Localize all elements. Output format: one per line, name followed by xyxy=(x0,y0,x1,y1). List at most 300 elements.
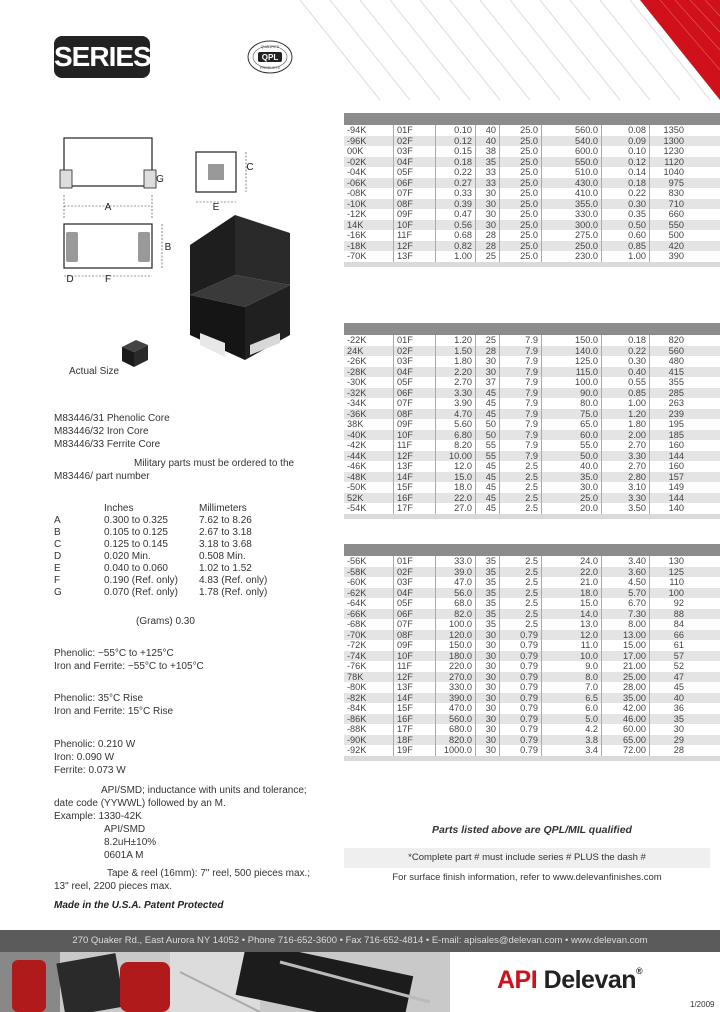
table-cell: 100.0 xyxy=(542,377,602,388)
table-cell: 157 xyxy=(668,471,684,482)
table-row xyxy=(344,430,720,441)
dim-label-c: C xyxy=(246,162,254,173)
table-cell: -82K xyxy=(344,693,394,704)
table-cell: 7.9 xyxy=(500,440,542,451)
table-cell: -30K xyxy=(344,377,394,388)
table-row xyxy=(344,178,720,189)
table-row xyxy=(344,157,720,168)
table-cell: 0.56 xyxy=(436,220,476,231)
table-cell: 1.80 xyxy=(436,356,476,367)
marking-desc-1: API/SMD; inductance with units and tolerance; xyxy=(101,785,307,796)
table-cell: 100 xyxy=(668,587,684,598)
table-row xyxy=(344,451,720,462)
table-cell: 25.0 xyxy=(500,220,542,231)
table-cell: 2.80 xyxy=(602,472,650,483)
table-cell: 15.0 xyxy=(436,472,476,483)
table-cell: 180.0 xyxy=(436,651,476,662)
table-cell: 140.0 xyxy=(542,346,602,357)
table-cell: 16F xyxy=(394,714,436,725)
table-cell: 30 xyxy=(476,661,500,672)
table-cell: 0.10 xyxy=(436,125,476,136)
table-cell: -42K xyxy=(344,440,394,451)
table-cell: 1.20 xyxy=(602,409,650,420)
table-cell: 3.4 xyxy=(542,745,602,756)
table-row xyxy=(344,609,720,620)
table-cell: 0.27 xyxy=(436,178,476,189)
table-cell: 45 xyxy=(476,398,500,409)
table-cell: 10.00 xyxy=(436,451,476,462)
table-cell: 4.50 xyxy=(602,577,650,588)
table-cell: 330.0 xyxy=(436,682,476,693)
table-cell: 05F xyxy=(394,598,436,609)
table-cell: 09F xyxy=(394,419,436,430)
table-cell: -76K xyxy=(344,661,394,672)
table-cell: 35 xyxy=(476,588,500,599)
revision-date: 1/2009 xyxy=(690,1000,715,1009)
table-cell: 239 xyxy=(668,408,684,419)
table-cell: 220.0 xyxy=(436,661,476,672)
table-row xyxy=(344,651,720,662)
table-cell: 3.60 xyxy=(602,567,650,578)
table-cell: 33 xyxy=(476,178,500,189)
dimension-cell: G xyxy=(54,587,62,598)
table-cell: 65.00 xyxy=(602,735,650,746)
table-cell: 680.0 xyxy=(436,724,476,735)
table-cell: 16F xyxy=(394,493,436,504)
component-photo xyxy=(180,215,300,365)
table-cell: 45 xyxy=(476,388,500,399)
table-cell: 500 xyxy=(668,230,684,240)
dimension-cell: 1.02 to 1.52 xyxy=(199,563,252,574)
table-cell: 144 xyxy=(668,492,684,503)
dim-label-b: B xyxy=(164,242,172,253)
table-cell: 2.70 xyxy=(602,461,650,472)
table-cell: 21.00 xyxy=(602,661,650,672)
table-cell: 0.79 xyxy=(500,693,542,704)
table-cell: 38K xyxy=(344,419,394,430)
table-cell: 2.5 xyxy=(500,503,542,514)
diagonal-line xyxy=(360,0,440,100)
power-phenolic: Phenolic: 0.210 W xyxy=(54,739,136,750)
table-cell: 90.0 xyxy=(542,388,602,399)
table-cell: 47 xyxy=(673,671,684,682)
table-cell: -60K xyxy=(344,577,394,588)
table-cell: 11F xyxy=(394,661,436,672)
dimension-row xyxy=(54,587,299,599)
table-cell: 7.9 xyxy=(500,398,542,409)
table-cell: 0.60 xyxy=(602,230,650,241)
table-row xyxy=(344,661,720,672)
table-cell: 20.0 xyxy=(542,503,602,514)
table-cell: 60.0 xyxy=(542,430,602,441)
diagonal-line xyxy=(510,0,590,100)
table-cell: 30 xyxy=(476,356,500,367)
dim-header-mm: Millimeters xyxy=(199,503,247,514)
table-cell: 150.0 xyxy=(436,640,476,651)
dim-label-a: A xyxy=(104,202,112,213)
table-cell: 40 xyxy=(476,125,500,136)
table-cell: 02F xyxy=(394,346,436,357)
table-cell: 14F xyxy=(394,693,436,704)
table-cell: -66K xyxy=(344,609,394,620)
dimension-cell: 0.190 (Ref. only) xyxy=(104,575,178,586)
table-cell: 3.50 xyxy=(602,503,650,514)
power-ferrite: Ferrite: 0.073 W xyxy=(54,765,126,776)
table-row xyxy=(344,577,720,588)
table-cell: -74K xyxy=(344,651,394,662)
table-cell: 35.0 xyxy=(542,472,602,483)
diagonal-line xyxy=(330,0,410,100)
dimension-row xyxy=(54,527,299,539)
table-cell: -84K xyxy=(344,703,394,714)
table-row xyxy=(344,346,720,357)
table-cell: 06F xyxy=(394,609,436,620)
table-cell: 21.0 xyxy=(542,577,602,588)
dim-label-e: E xyxy=(212,202,220,213)
table-cell: 0.79 xyxy=(500,745,542,756)
table-cell: 30 xyxy=(476,640,500,651)
table-cell: 45 xyxy=(476,409,500,420)
table-row xyxy=(344,167,720,178)
table-cell: -80K xyxy=(344,682,394,693)
marking-line-3: 0601A M xyxy=(104,850,144,861)
table-cell: 25.0 xyxy=(500,230,542,241)
table-row xyxy=(344,682,720,693)
table-row xyxy=(344,199,720,210)
dimension-cell: C xyxy=(54,539,62,550)
table-cell: 30 xyxy=(476,367,500,378)
table-cell: -70K xyxy=(344,251,394,262)
table-cell: 01F xyxy=(394,335,436,346)
table-cell: 13.0 xyxy=(542,619,602,630)
table-row xyxy=(344,556,720,567)
table-cell: 2.5 xyxy=(500,482,542,493)
table-cell: -62K xyxy=(344,588,394,599)
table-cell: 560 xyxy=(668,345,684,356)
table-row xyxy=(344,493,720,504)
dimension-cell: 3.18 to 3.68 xyxy=(199,539,252,550)
table-cell: 84 xyxy=(673,619,684,629)
table-cell: 14F xyxy=(394,472,436,483)
table-ferrite xyxy=(344,544,720,761)
table-cell: 03F xyxy=(394,577,436,588)
table-cell: 35 xyxy=(476,157,500,168)
dimension-row xyxy=(54,515,299,527)
table-cell: 1000.0 xyxy=(436,745,476,756)
table-cell: 7.9 xyxy=(500,430,542,441)
table-cell: 275.0 xyxy=(542,230,602,241)
table-cell: 45 xyxy=(476,472,500,483)
table-cell: 0.22 xyxy=(436,167,476,178)
table-cell: 195 xyxy=(668,419,684,429)
table-cell: 7.9 xyxy=(500,451,542,462)
temp-phenolic: Phenolic: −55°C to +125°C xyxy=(54,648,174,659)
table-header-bar xyxy=(344,323,720,335)
table-cell: 130 xyxy=(668,556,684,566)
corner-red-graphic xyxy=(620,0,720,100)
table-cell: 06F xyxy=(394,388,436,399)
table-cell: 10F xyxy=(394,430,436,441)
series-badge: SERIES xyxy=(54,36,150,78)
table-cell: 15.0 xyxy=(542,598,602,609)
table-cell: 7.9 xyxy=(500,356,542,367)
table-cell: 1230 xyxy=(663,146,684,156)
rise-iron-ferrite: Iron and Ferrite: 15°C Rise xyxy=(54,706,174,717)
table-cell: 0.68 xyxy=(436,230,476,241)
table-cell: -64K xyxy=(344,598,394,609)
table-cell: 56.0 xyxy=(436,588,476,599)
table-cell: 07F xyxy=(394,619,436,630)
table-cell: -70K xyxy=(344,630,394,641)
table-cell: 0.18 xyxy=(436,157,476,168)
table-cell: 18F xyxy=(394,735,436,746)
table-cell: 35 xyxy=(476,619,500,630)
table-cell: 30 xyxy=(476,220,500,231)
product-photo-strip xyxy=(0,952,450,1012)
table-cell: 28 xyxy=(476,346,500,357)
seal-top-text: QUALIFIED xyxy=(260,45,280,49)
table-cell: 30 xyxy=(476,209,500,220)
table-cell: 1350 xyxy=(663,125,684,135)
table-cell: 0.18 xyxy=(602,335,650,346)
table-row xyxy=(344,472,720,483)
table-cell: 33 xyxy=(476,167,500,178)
table-cell: 45 xyxy=(476,493,500,504)
table-row xyxy=(344,356,720,367)
table-cell: 3.40 xyxy=(602,556,650,567)
table-cell: 18.0 xyxy=(542,588,602,599)
mil-part-iron: M83446/32 Iron Core xyxy=(54,426,149,437)
table-cell: -40K xyxy=(344,430,394,441)
table-cell: 30 xyxy=(476,199,500,210)
table-cell: 05F xyxy=(394,167,436,178)
temp-iron-ferrite: Iron and Ferrite: −55°C to +105°C xyxy=(54,661,204,672)
table-cell: 0.85 xyxy=(602,241,650,252)
table-cell: -10K xyxy=(344,199,394,210)
power-iron: Iron: 0.090 W xyxy=(54,752,115,763)
table-row xyxy=(344,377,720,388)
dimension-cell: 0.105 to 0.125 xyxy=(104,527,168,538)
table-cell: 11F xyxy=(394,230,436,241)
table-cell: 7.9 xyxy=(500,377,542,388)
table-cell: 30.0 xyxy=(542,482,602,493)
table-cell: 2.5 xyxy=(500,493,542,504)
dimension-row xyxy=(54,539,299,551)
table-cell: 5.70 xyxy=(602,588,650,599)
surface-finish-note: For surface finish information, refer to www.delevanfinishes.com xyxy=(344,868,710,888)
dimension-cell: 0.508 Min. xyxy=(199,551,246,562)
table-cell: 07F xyxy=(394,398,436,409)
table-cell: 35 xyxy=(476,598,500,609)
dimensions-table xyxy=(54,503,299,599)
dimension-cell: F xyxy=(54,575,61,586)
table-cell: 7.9 xyxy=(500,388,542,399)
table-cell: 300.0 xyxy=(542,220,602,231)
table-row xyxy=(344,745,720,756)
table-cell: 4.2 xyxy=(542,724,602,735)
table-cell: 390.0 xyxy=(436,693,476,704)
table-cell: 35 xyxy=(673,713,684,724)
table-cell: 12F xyxy=(394,241,436,252)
table-footer-bar xyxy=(344,756,720,761)
table-cell: 88 xyxy=(673,608,684,619)
table-row xyxy=(344,598,720,609)
table-cell: 55.0 xyxy=(542,440,602,451)
dimensions-header xyxy=(54,503,299,515)
table-cell: -58K xyxy=(344,567,394,578)
table-row xyxy=(344,693,720,704)
table-cell: 140 xyxy=(668,503,684,513)
table-cell: 2.5 xyxy=(500,619,542,630)
table-cell: 13F xyxy=(394,251,436,262)
table-cell: 35 xyxy=(476,556,500,567)
table-cell: -94K xyxy=(344,125,394,136)
brand-api: API xyxy=(497,966,538,994)
table-cell: 263 xyxy=(668,398,684,408)
table-cell: 30 xyxy=(476,745,500,756)
brand-registered: ® xyxy=(636,966,643,976)
table-cell: 08F xyxy=(394,409,436,420)
table-cell: 0.12 xyxy=(436,136,476,147)
table-cell: 1.00 xyxy=(602,251,650,262)
table-cell: 50 xyxy=(476,430,500,441)
table-cell: 12.0 xyxy=(542,630,602,641)
table-row xyxy=(344,461,720,472)
table-cell: 15F xyxy=(394,703,436,714)
table-row xyxy=(344,388,720,399)
table-cell: 430.0 xyxy=(542,178,602,189)
table-cell: 03F xyxy=(394,356,436,367)
table-row xyxy=(344,440,720,451)
table-cell: 185 xyxy=(668,429,684,440)
table-cell: 30 xyxy=(476,735,500,746)
marking-line-2: 8.2uH±10% xyxy=(104,837,157,848)
table-cell: 0.18 xyxy=(602,178,650,189)
dimension-cell: A xyxy=(54,515,61,526)
table-cell: 15.00 xyxy=(602,640,650,651)
table-cell: 25 xyxy=(476,251,500,262)
table-cell: -88K xyxy=(344,724,394,735)
table-cell: 61 xyxy=(673,640,684,650)
table-cell: 12.0 xyxy=(436,461,476,472)
dimension-cell: 1.78 (Ref. only) xyxy=(199,587,268,598)
table-cell: 39.0 xyxy=(436,567,476,578)
table-cell: 12F xyxy=(394,451,436,462)
table-cell: 42.00 xyxy=(602,703,650,714)
table-cell: -50K xyxy=(344,482,394,493)
table-cell: 25.0 xyxy=(500,125,542,136)
table-cell: 72.00 xyxy=(602,745,650,756)
table-cell: 7.30 xyxy=(602,609,650,620)
table-cell: 2.5 xyxy=(500,609,542,620)
table-row xyxy=(344,251,720,262)
table-cell: 1300 xyxy=(663,135,684,146)
table-cell: 8.20 xyxy=(436,440,476,451)
table-cell: 66 xyxy=(673,629,684,640)
table-cell: 68.0 xyxy=(436,598,476,609)
dim-label-d: D xyxy=(66,274,74,285)
table-cell: 4.70 xyxy=(436,409,476,420)
table-cell: -22K xyxy=(344,335,394,346)
table-cell: 100.0 xyxy=(436,619,476,630)
table-cell: 40 xyxy=(673,692,684,703)
table-cell: 14.0 xyxy=(542,609,602,620)
table-cell: 600.0 xyxy=(542,146,602,157)
table-row xyxy=(344,619,720,630)
table-cell: 3.30 xyxy=(436,388,476,399)
table-cell: 17F xyxy=(394,503,436,514)
table-cell: -34K xyxy=(344,398,394,409)
table-cell: 2.20 xyxy=(436,367,476,378)
table-cell: 550 xyxy=(668,219,684,230)
table-cell: 6.70 xyxy=(602,598,650,609)
table-cell: 03F xyxy=(394,146,436,157)
table-cell: 35.00 xyxy=(602,693,650,704)
table-cell: 28.00 xyxy=(602,682,650,693)
table-cell: 7.9 xyxy=(500,346,542,357)
table-cell: -90K xyxy=(344,735,394,746)
table-cell: 05F xyxy=(394,377,436,388)
table-cell: 0.47 xyxy=(436,209,476,220)
table-row xyxy=(344,367,720,378)
table-cell: 0.39 xyxy=(436,199,476,210)
table-iron xyxy=(344,323,720,519)
actual-size-chip xyxy=(118,337,152,371)
complete-part-note: *Complete part # must include series # PLUS the dash # xyxy=(344,848,710,868)
table-cell: 0.30 xyxy=(602,199,650,210)
table-cell: 57 xyxy=(673,650,684,661)
table-cell: 25.0 xyxy=(542,493,602,504)
table-cell: 2.5 xyxy=(500,556,542,567)
table-cell: 24K xyxy=(344,346,394,357)
table-cell: 25.0 xyxy=(500,146,542,157)
table-cell: 45 xyxy=(476,503,500,514)
table-cell: 149 xyxy=(668,482,684,492)
table-cell: 65.0 xyxy=(542,419,602,430)
dim-label-g: G xyxy=(156,174,164,185)
table-cell: 0.79 xyxy=(500,703,542,714)
table-cell: 820.0 xyxy=(436,735,476,746)
table-cell: 540.0 xyxy=(542,136,602,147)
contact-address-bar: 270 Quaker Rd., East Aurora NY 14052 • Phone 716-652-3600 • Fax 716-652-4814 • E-mail: apisales@delevan.com • www.delevan.com xyxy=(0,930,720,952)
table-cell: 0.85 xyxy=(602,388,650,399)
table-cell: 04F xyxy=(394,367,436,378)
packaging-2: 13" reel, 2200 pieces max. xyxy=(54,881,173,892)
table-cell: -04K xyxy=(344,167,394,178)
table-cell: 52 xyxy=(673,661,684,671)
table-cell: 30 xyxy=(476,693,500,704)
table-cell: 08F xyxy=(394,630,436,641)
table-cell: 285 xyxy=(668,387,684,398)
table-cell: 3.90 xyxy=(436,398,476,409)
table-cell: 30 xyxy=(476,724,500,735)
table-header-bar xyxy=(344,544,720,556)
table-cell: 7.9 xyxy=(500,419,542,430)
table-cell: -18K xyxy=(344,241,394,252)
table-row xyxy=(344,409,720,420)
table-cell: 0.12 xyxy=(602,157,650,168)
diagonal-line xyxy=(480,0,560,100)
table-cell: 12F xyxy=(394,672,436,683)
table-cell: -12K xyxy=(344,209,394,220)
table-row xyxy=(344,503,720,514)
table-cell: 14K xyxy=(344,220,394,231)
table-cell: 30 xyxy=(476,682,500,693)
table-row xyxy=(344,125,720,136)
table-cell: 0.79 xyxy=(500,672,542,683)
table-cell: 2.5 xyxy=(500,472,542,483)
weight-value: (Grams) 0.30 xyxy=(136,616,195,627)
